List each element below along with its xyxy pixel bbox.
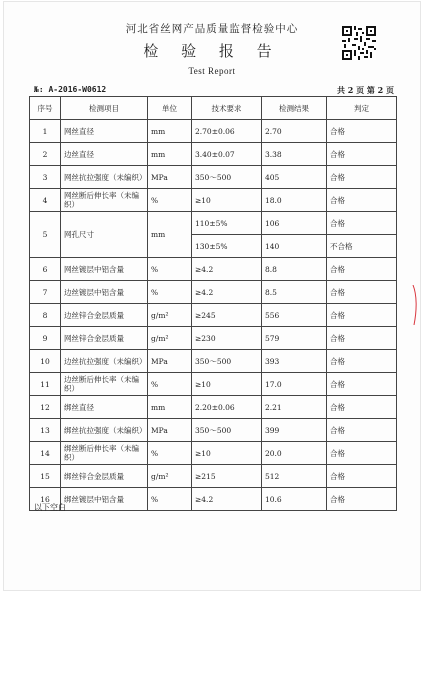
row-number: 16 [30, 488, 61, 511]
judgment: 合格 [327, 488, 397, 511]
result: 20.0 [262, 442, 327, 465]
requirement: 350～500 [192, 166, 262, 189]
result: 18.0 [262, 189, 327, 212]
requirement: ≥10 [192, 442, 262, 465]
judgment: 合格 [327, 419, 397, 442]
requirement: 110±5% [192, 212, 262, 235]
row-number: 4 [30, 189, 61, 212]
row-number: 13 [30, 419, 61, 442]
judgment: 合格 [327, 442, 397, 465]
column-header: 检测项目 [61, 97, 148, 120]
requirement: ≥4.2 [192, 258, 262, 281]
table-row [30, 189, 397, 212]
requirement: ≥10 [192, 373, 262, 396]
unit: mm [148, 120, 192, 143]
result: 579 [262, 327, 327, 350]
result: 399 [262, 419, 327, 442]
row-number: 11 [30, 373, 61, 396]
report-title: 检 验 报 告 [143, 42, 281, 60]
test-item: 网丝抗拉强度（未编织） [61, 166, 148, 189]
organization-name: 河北省丝网产品质量监督检验中心 [125, 23, 299, 35]
qr-code-icon [342, 26, 376, 60]
column-header: 单位 [148, 97, 192, 120]
unit: mm [148, 396, 192, 419]
result: 106 [262, 212, 327, 235]
table-row [30, 281, 397, 304]
report-subtitle: Test Report [188, 66, 236, 76]
requirement: ≥230 [192, 327, 262, 350]
row-number: 6 [30, 258, 61, 281]
result: 17.0 [262, 373, 327, 396]
row-number: 15 [30, 465, 61, 488]
report-sheet [4, 2, 420, 590]
test-item: 网孔尺寸 [61, 212, 148, 258]
judgment: 合格 [327, 189, 397, 212]
report-number: №: A-2016-W0612 [34, 85, 107, 94]
test-item: 网丝镀层中铝含量 [61, 258, 148, 281]
result: 8.8 [262, 258, 327, 281]
test-item: 绑丝直径 [61, 396, 148, 419]
table-row [30, 327, 397, 350]
test-item: 边丝断后伸长率（未编织） [61, 373, 148, 396]
column-header: 判定 [327, 97, 397, 120]
row-number: 8 [30, 304, 61, 327]
unit: % [148, 258, 192, 281]
page-number: 共 2 页 第 2 页 [336, 85, 394, 95]
judgment: 合格 [327, 373, 397, 396]
unit: g/m² [148, 327, 192, 350]
test-item: 边丝抗拉强度（未编织） [61, 350, 148, 373]
test-results-table [29, 96, 397, 511]
row-number: 10 [30, 350, 61, 373]
row-number: 12 [30, 396, 61, 419]
requirement: 130±5% [192, 235, 262, 258]
unit: % [148, 488, 192, 511]
result: 393 [262, 350, 327, 373]
test-item: 边丝镀层中铝含量 [61, 281, 148, 304]
requirement: ≥4.2 [192, 488, 262, 511]
result: 556 [262, 304, 327, 327]
test-item: 网丝直径 [61, 120, 148, 143]
test-item: 绑丝锌合金层质量 [61, 465, 148, 488]
requirement: 3.40±0.07 [192, 143, 262, 166]
table-row [30, 488, 397, 511]
requirement: ≥4.2 [192, 281, 262, 304]
unit: mm [148, 143, 192, 166]
judgment: 合格 [327, 212, 397, 235]
column-header: 技术要求 [192, 97, 262, 120]
table-row [30, 166, 397, 189]
requirement: ≥10 [192, 189, 262, 212]
test-item: 绑丝抗拉强度（未编织） [61, 419, 148, 442]
judgment: 合格 [327, 166, 397, 189]
result: 3.38 [262, 143, 327, 166]
requirement: ≥215 [192, 465, 262, 488]
table-row [30, 143, 397, 166]
table-row [30, 304, 397, 327]
unit: % [148, 281, 192, 304]
judgment: 合格 [327, 350, 397, 373]
result: 2.21 [262, 396, 327, 419]
row-number: 14 [30, 442, 61, 465]
table-row [30, 465, 397, 488]
unit: % [148, 442, 192, 465]
judgment: 合格 [327, 258, 397, 281]
result: 2.70 [262, 120, 327, 143]
judgment: 合格 [327, 327, 397, 350]
test-item: 网丝断后伸长率（未编织） [61, 189, 148, 212]
blank-below-note: 以下空白 [34, 503, 66, 512]
result: 512 [262, 465, 327, 488]
test-item: 绑丝镀层中铝含量 [61, 488, 148, 511]
table-row [30, 120, 397, 143]
unit: g/m² [148, 465, 192, 488]
judgment: 合格 [327, 120, 397, 143]
judgment: 合格 [327, 281, 397, 304]
row-number: 3 [30, 166, 61, 189]
test-item: 网丝锌合金层质量 [61, 327, 148, 350]
requirement: 350～500 [192, 419, 262, 442]
red-binding-mark-icon [412, 285, 418, 325]
test-item: 边丝锌合金层质量 [61, 304, 148, 327]
unit: MPa [148, 419, 192, 442]
unit: % [148, 373, 192, 396]
unit: MPa [148, 350, 192, 373]
judgment: 合格 [327, 143, 397, 166]
table-header-row [30, 97, 397, 120]
judgment: 合格 [327, 304, 397, 327]
table-row [30, 396, 397, 419]
row-number: 2 [30, 143, 61, 166]
table-row [30, 350, 397, 373]
column-header: 检测结果 [262, 97, 327, 120]
table-row [30, 258, 397, 281]
requirement: 350～500 [192, 350, 262, 373]
table-row [30, 442, 397, 465]
test-item: 边丝直径 [61, 143, 148, 166]
table-row [30, 373, 397, 396]
column-header: 序号 [30, 97, 61, 120]
result: 8.5 [262, 281, 327, 304]
judgment: 合格 [327, 465, 397, 488]
row-number: 7 [30, 281, 61, 304]
unit: MPa [148, 166, 192, 189]
requirement: 2.70±0.06 [192, 120, 262, 143]
result: 405 [262, 166, 327, 189]
row-number: 1 [30, 120, 61, 143]
row-number: 9 [30, 327, 61, 350]
result: 10.6 [262, 488, 327, 511]
requirement: ≥245 [192, 304, 262, 327]
result: 140 [262, 235, 327, 258]
requirement: 2.20±0.06 [192, 396, 262, 419]
unit: % [148, 189, 192, 212]
table-row [30, 212, 397, 235]
row-number: 5 [30, 212, 61, 258]
judgment: 合格 [327, 396, 397, 419]
test-item: 绑丝断后伸长率（未编织） [61, 442, 148, 465]
judgment: 不合格 [327, 235, 397, 258]
unit: g/m² [148, 304, 192, 327]
unit: mm [148, 212, 192, 258]
table-row [30, 419, 397, 442]
